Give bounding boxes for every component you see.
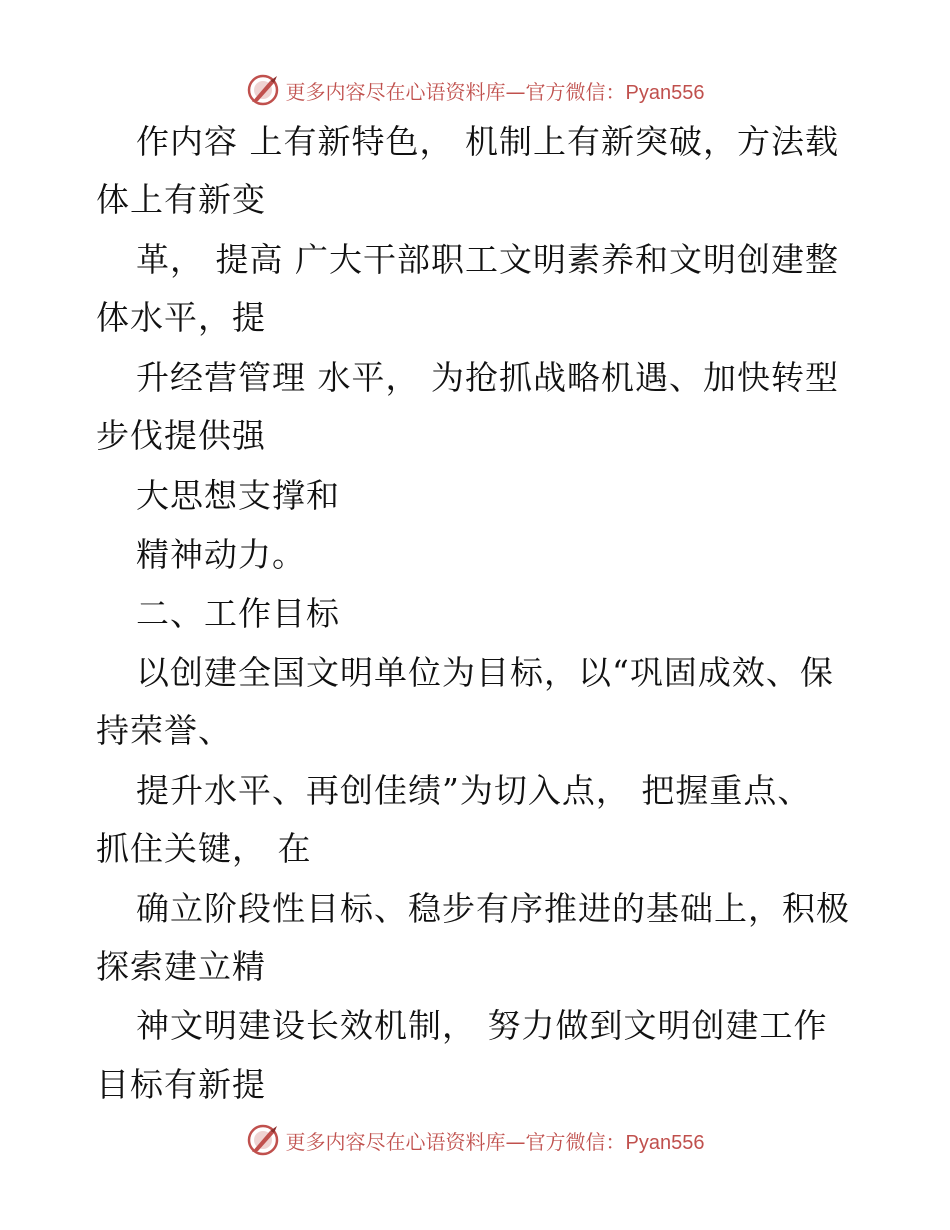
watermark-text: 更多内容尽在心语资料库—官方微信：Pyan556 <box>285 79 705 104</box>
text-line: 体水平，提 <box>96 298 266 337</box>
text-line: 持荣誉、 <box>96 711 232 750</box>
watermark-handle: Pyan556 <box>625 81 705 104</box>
text-line: 确立阶段性目标、稳步有序推进的基础上，积极 <box>136 889 850 928</box>
text-line: 精神动力。 <box>136 535 306 574</box>
text-line: 以创建全国文明单位为目标，以“巩固成效、保 <box>136 653 834 692</box>
text-line: 升经营管理 水平， 为抢抓战略机遇、加快转型 <box>136 358 839 397</box>
quill-seal-icon <box>246 73 280 107</box>
text-line: 体上有新变 <box>96 180 266 219</box>
text-line: 步伐提供强 <box>96 416 266 455</box>
text-line: 神文明建设长效机制， 努力做到文明创建工作 <box>136 1006 828 1045</box>
text-line: 大思想支撑和 <box>136 476 340 515</box>
text-line: 探索建立精 <box>96 947 266 986</box>
footer-watermark <box>0 1120 950 1160</box>
text-line: 革， 提高 广大干部职工文明素养和文明创建整 <box>136 240 839 279</box>
section-heading: 二、工作目标 <box>136 594 340 633</box>
watermark-text: 更多内容尽在心语资料库—官方微信：Pyan556 <box>285 1129 705 1154</box>
text-line: 抓住关键， 在 <box>96 829 312 868</box>
header-watermark <box>0 70 950 110</box>
text-line: 提升水平、再创佳绩”为切入点， 把握重点、 <box>136 771 812 810</box>
quill-seal-icon <box>246 1123 280 1157</box>
watermark-handle: Pyan556 <box>625 1131 705 1154</box>
text-line: 作内容 上有新特色， 机制上有新突破，方法载 <box>136 122 839 161</box>
text-line: 目标有新提 <box>96 1065 266 1104</box>
